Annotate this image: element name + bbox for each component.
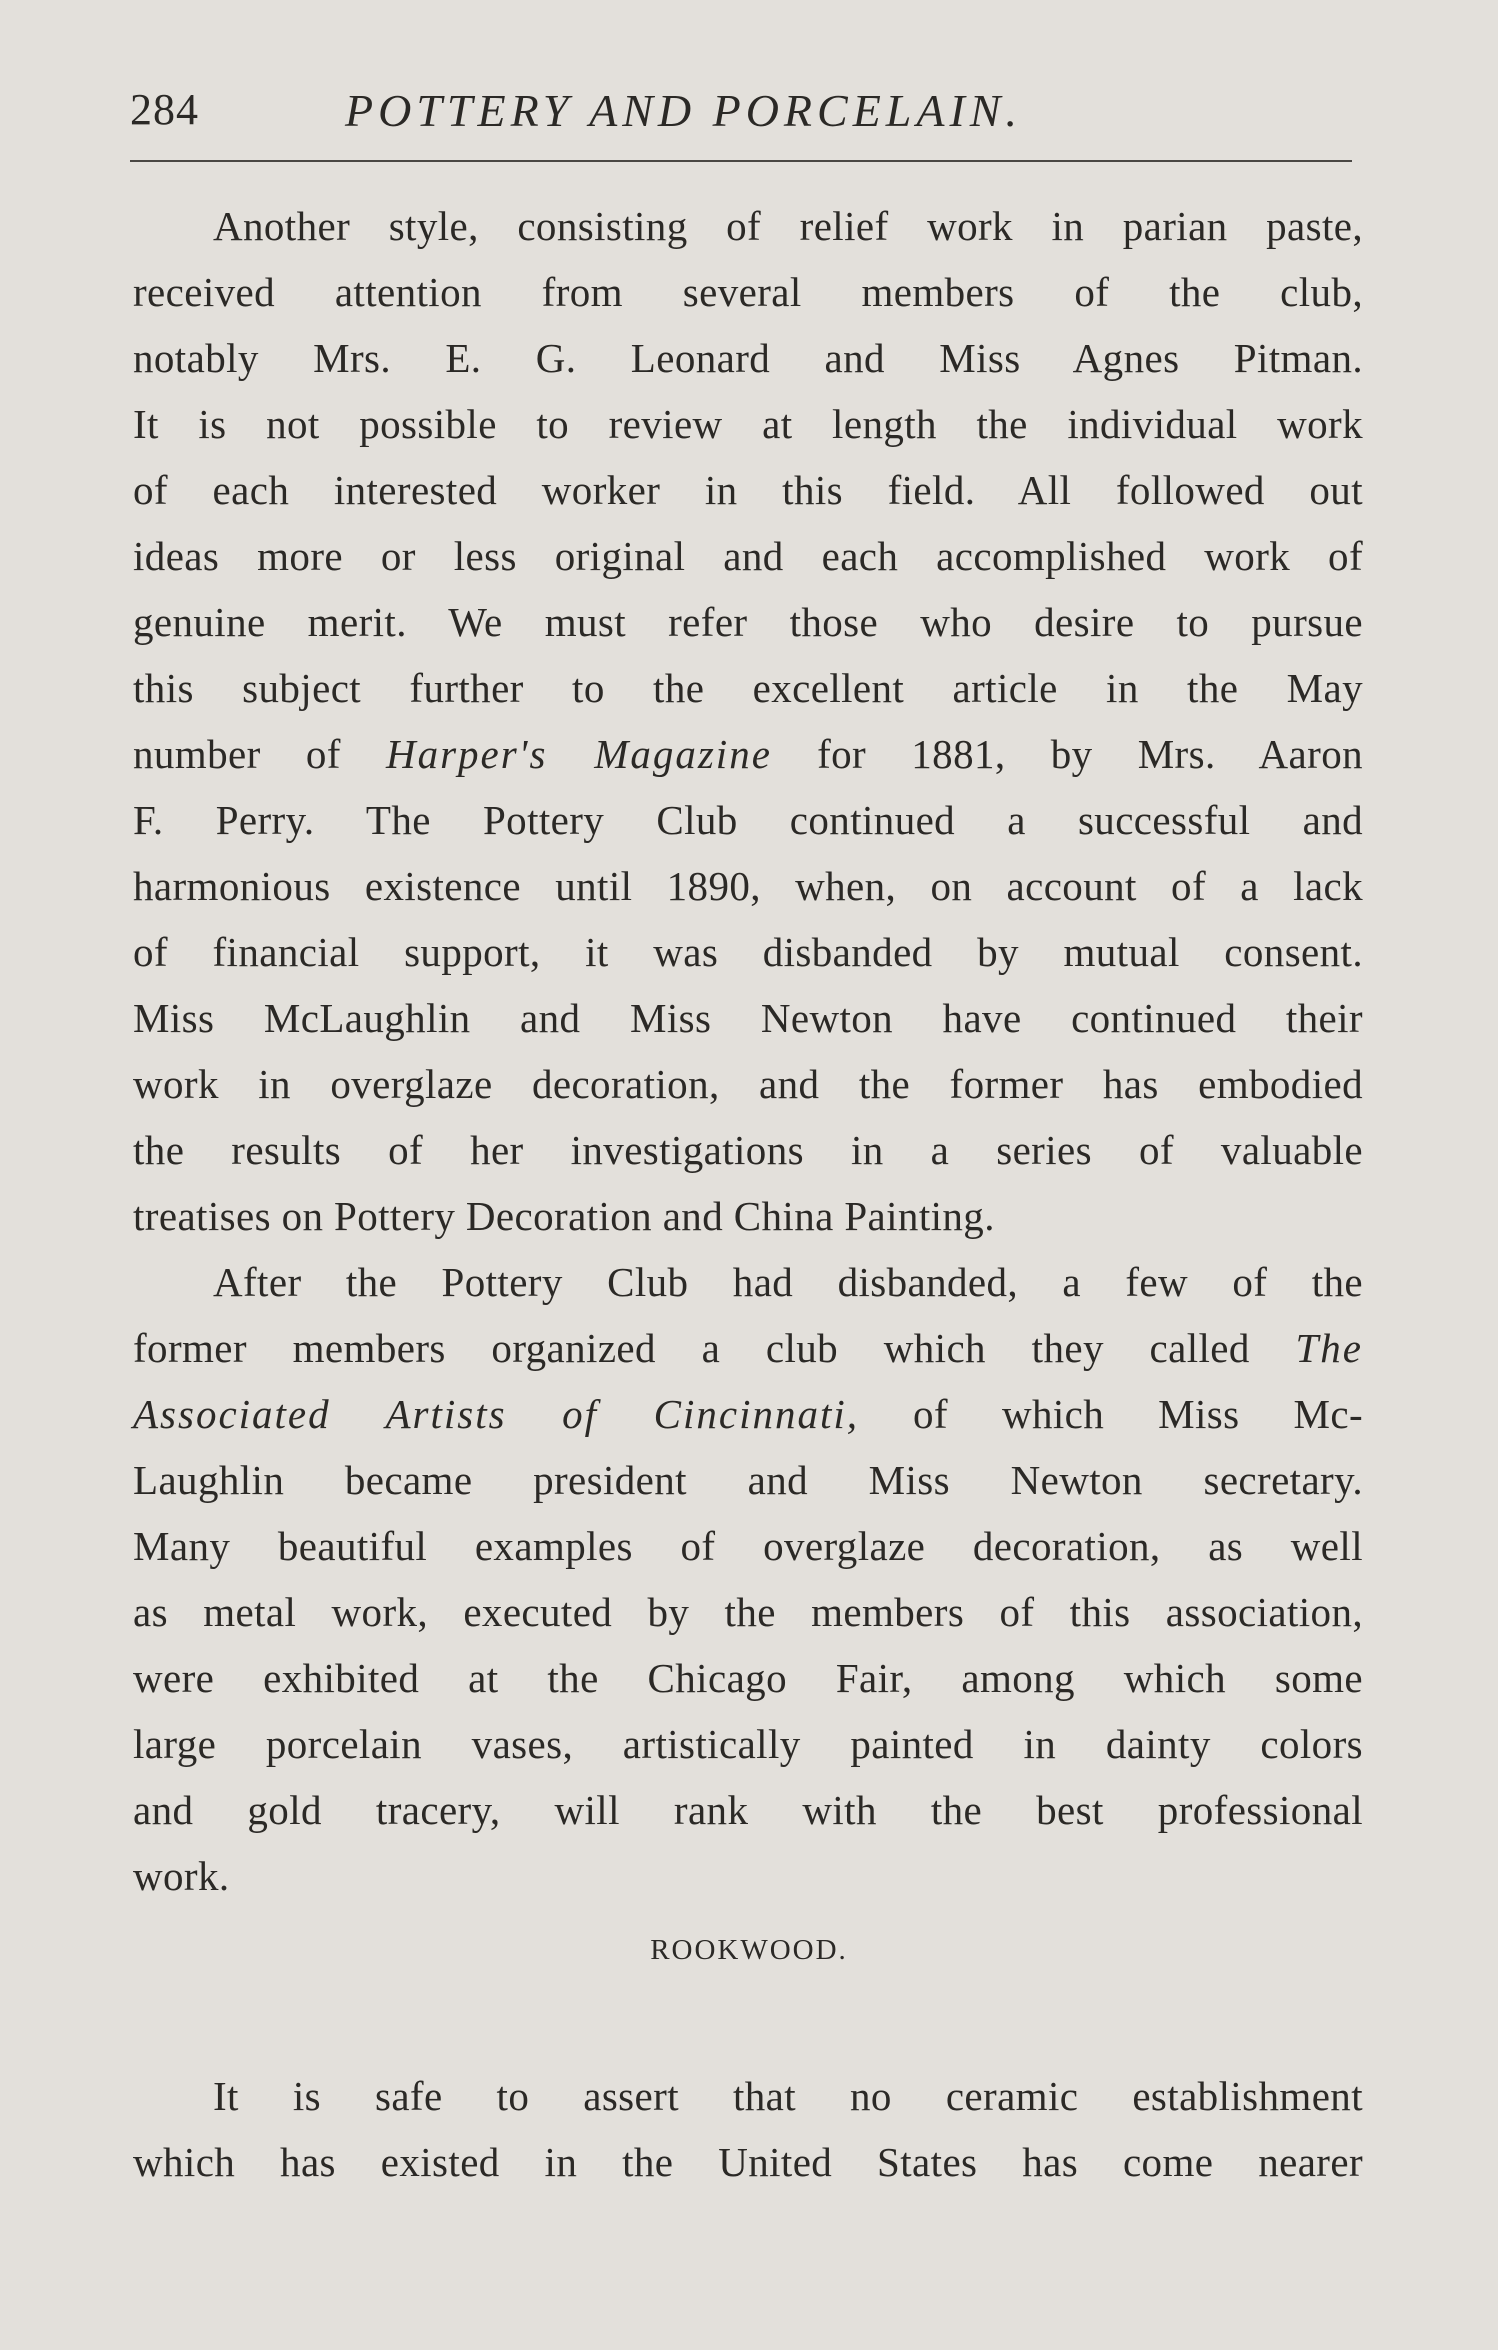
text-line: this subject further to the excellent article in the May — [133, 665, 1363, 711]
text-line: the results of her investigations in a series of valuable — [133, 1127, 1363, 1173]
text-line: Miss McLaughlin and Miss Newton have continued their — [133, 995, 1363, 1041]
association-name: Associated Artists of Cincinnati, — [133, 1391, 860, 1437]
text-line: It is safe to assert that no ceramic establishment — [213, 2073, 1363, 2119]
line-text: number of — [133, 731, 386, 777]
text-line: work in overglaze decoration, and the former has embodied — [133, 1061, 1363, 1107]
text-line: large porcelain vases, artistically painted in dainty colors — [133, 1721, 1363, 1767]
text-line: of each interested worker in this field. All followed out — [133, 467, 1363, 513]
text-line — [133, 1318, 1363, 1378]
page-number: 284 — [130, 85, 199, 134]
text-line: and gold tracery, will rank with the best professional — [133, 1787, 1363, 1833]
header-rule — [130, 160, 1352, 162]
text-line: ideas more or less original and each accomplished work of — [133, 533, 1363, 579]
line-text: for 1881, by Mrs. Aaron — [771, 731, 1364, 777]
text-line: received attention from several members of the club, — [133, 269, 1363, 315]
text-line: After the Pottery Club had disbanded, a few of the — [213, 1259, 1363, 1305]
magazine-title: Harper's Magazine — [385, 731, 772, 777]
association-name: The — [1295, 1325, 1363, 1371]
text-line: It is not possible to review at length the individual work — [133, 401, 1363, 447]
text-line: were exhibited at the Chicago Fair, among which some — [133, 1655, 1363, 1701]
text-line: work. — [133, 1853, 230, 1899]
text-line: of financial support, it was disbanded by mutual consent. — [133, 929, 1363, 975]
text-line: notably Mrs. E. G. Leonard and Miss Agnes Pitman. — [133, 335, 1363, 381]
text-line: genuine merit. We must refer those who desire to pursue — [133, 599, 1363, 645]
text-line: Another style, consisting of relief work in parian paste, — [213, 203, 1363, 249]
text-line: Laughlin became president and Miss Newton secretary. — [133, 1457, 1363, 1503]
line-text: former members organized a club which they called — [133, 1325, 1296, 1371]
text-line: Many beautiful examples of overglaze decoration, as well — [133, 1523, 1363, 1569]
text-line — [133, 724, 1363, 784]
text-line: which has existed in the United States has come nearer — [133, 2139, 1363, 2185]
text-line — [133, 1384, 1363, 1444]
running-title: POTTERY AND PORCELAIN. — [345, 85, 1022, 136]
text-line: treatises on Pottery Decoration and China Painting. — [133, 1193, 995, 1239]
section-heading: ROOKWOOD. — [650, 1934, 848, 1966]
text-line: F. Perry. The Pottery Club continued a successful and — [133, 797, 1363, 843]
line-text: of which Miss Mc- — [859, 1391, 1363, 1437]
text-line: as metal work, executed by the members of this association, — [133, 1589, 1363, 1635]
page-header — [130, 84, 1360, 144]
text-line: harmonious existence until 1890, when, on account of a lack — [133, 863, 1363, 909]
